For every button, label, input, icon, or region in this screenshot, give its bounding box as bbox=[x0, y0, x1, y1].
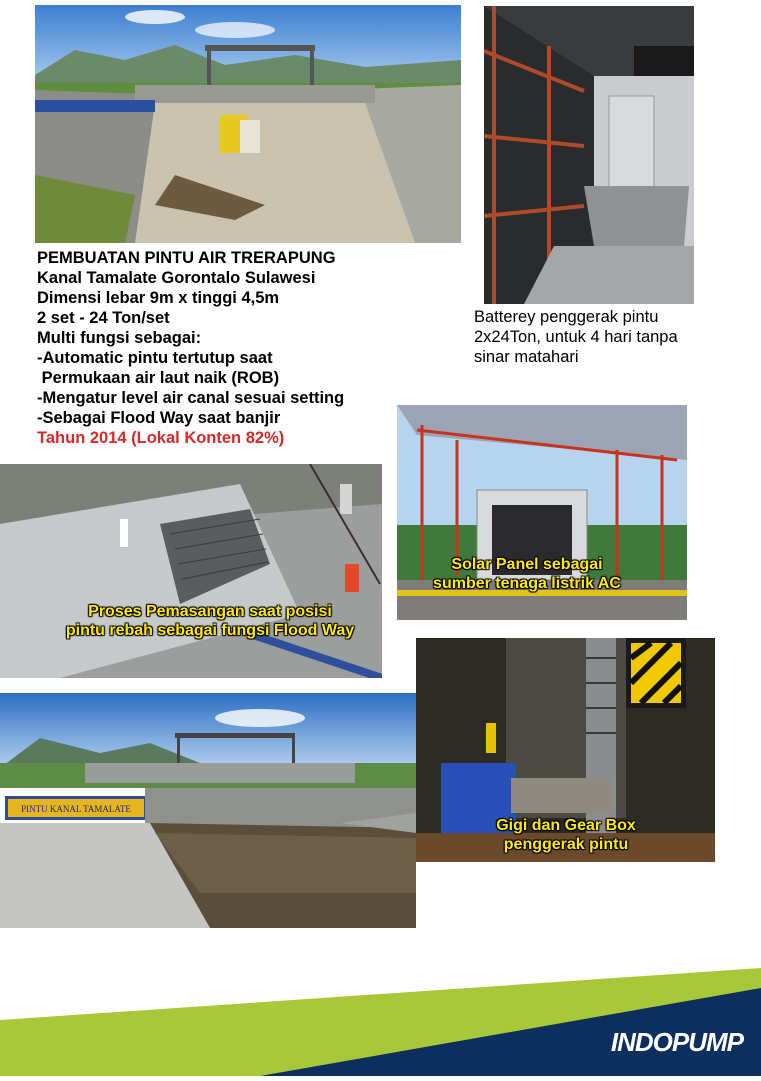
installation-photo bbox=[0, 464, 382, 678]
gearbox-caption bbox=[481, 816, 651, 854]
description-line: -Mengatur level air canal sesuai setting bbox=[37, 389, 345, 407]
description-line: Permukaan air laut naik (ROB) bbox=[37, 369, 280, 387]
description-line: Kanal Tamalate Gorontalo Sulawesi bbox=[37, 269, 316, 287]
installation-caption bbox=[40, 602, 380, 640]
canal-construction-photo bbox=[35, 5, 461, 243]
description-line: -Sebagai Flood Way saat banjir bbox=[37, 409, 281, 427]
battery-caption-line: sinar matahari bbox=[474, 348, 579, 366]
gearbox-caption-line: penggerak pintu bbox=[503, 836, 629, 853]
battery-caption-line: Batterey penggerak pintu bbox=[474, 308, 659, 326]
battery-caption bbox=[474, 307, 754, 367]
solar-panel-photo bbox=[397, 405, 687, 620]
description-line: Dimensi lebar 9m x tinggi 4,5m bbox=[37, 289, 280, 307]
solar-caption-line: Solar Panel sebagai bbox=[451, 556, 603, 573]
canal-sign: PINTU KANAL TAMALATE bbox=[21, 804, 131, 814]
gearbox-photo bbox=[416, 638, 715, 862]
footer-band bbox=[0, 960, 761, 1076]
indopump-logo bbox=[611, 1027, 743, 1058]
project-title: PEMBUATAN PINTU AIR TRERAPUNG bbox=[37, 249, 336, 267]
solar-caption-line: sumber tenaga listrik AC bbox=[433, 575, 621, 592]
description-line: Multi fungsi sebagai: bbox=[37, 329, 202, 347]
solar-caption bbox=[407, 555, 647, 593]
description-line: 2 set - 24 Ton/set bbox=[37, 309, 170, 327]
battery-room-photo bbox=[484, 6, 694, 304]
installation-caption-line: pintu rebah sebagai fungsi Flood Way bbox=[65, 622, 355, 639]
canal-gate-photo bbox=[0, 693, 416, 928]
logo-text: INDOPUMP bbox=[610, 1027, 743, 1057]
year-local-content: Tahun 2014 (Lokal Konten 82%) bbox=[37, 429, 285, 447]
project-description bbox=[37, 248, 397, 448]
battery-caption-line: 2x24Ton, untuk 4 hari tanpa bbox=[474, 328, 678, 346]
installation-caption-line: Proses Pemasangan saat posisi bbox=[88, 603, 332, 620]
description-line: -Automatic pintu tertutup saat bbox=[37, 349, 273, 367]
gearbox-caption-line: Gigi dan Gear Box bbox=[496, 817, 636, 834]
